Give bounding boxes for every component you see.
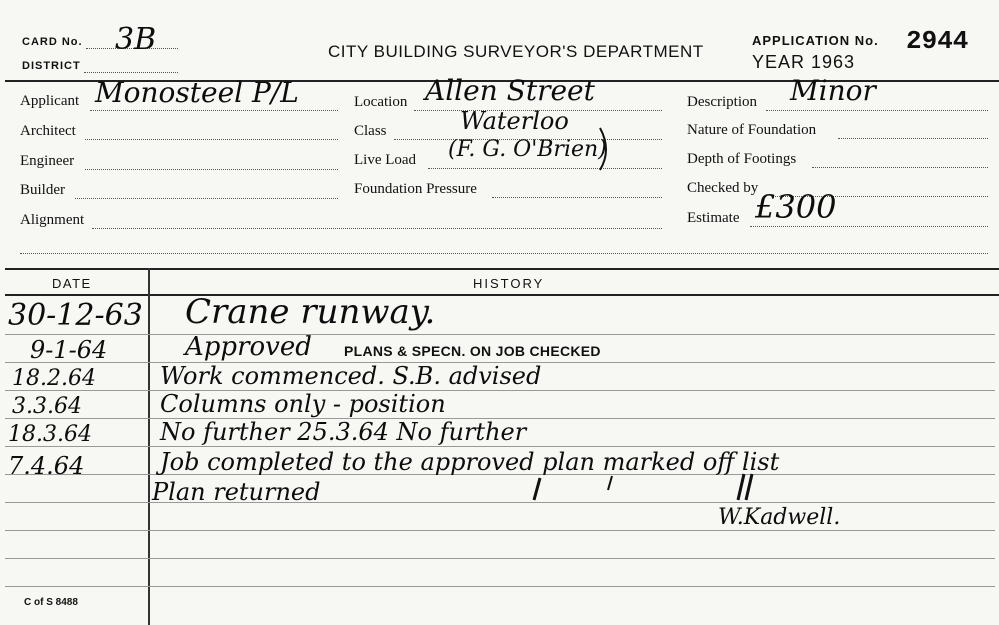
history-entry: Work commenced. S.B. advised (160, 362, 542, 390)
estimate-value: £300 (755, 188, 837, 226)
history-date: 18.2.64 (12, 366, 96, 391)
builder-label: Builder (20, 182, 65, 198)
history-entry: Crane runway. (185, 292, 436, 332)
department-title: CITY BUILDING SURVEYOR'S DEPARTMENT (328, 42, 704, 61)
application-number: 2944 (906, 26, 969, 56)
date-header: DATE (52, 276, 92, 291)
year-label: YEAR 1963 (752, 52, 856, 72)
applicant-value: Monosteel P/L (95, 76, 299, 109)
live-load-label: Live Load (354, 152, 417, 168)
applicant-label: Applicant (20, 93, 80, 109)
live-load-value: (F. G. O'Brien) (448, 137, 607, 162)
history-date: 7.4.64 (8, 452, 85, 480)
depth-of-footings-label: Depth of Footings (687, 151, 797, 167)
pen-stroke (534, 478, 540, 500)
history-date: 3.3.64 (12, 394, 82, 419)
foundation-pressure-label: Foundation Pressure (354, 181, 477, 197)
district-label: DISTRICT (22, 60, 81, 72)
description-value: Minor (790, 74, 876, 107)
history-entry: Job completed to the approved plan marked off list (160, 448, 780, 476)
history-entry: Columns only - position (160, 390, 446, 418)
alignment-label: Alignment (20, 212, 85, 228)
architect-label: Architect (20, 123, 76, 139)
history-date: 9-1-64 (30, 336, 108, 364)
card-no-value: 3B (115, 22, 157, 57)
history-entry: Plan returned (152, 478, 321, 506)
history-entry: No further 25.3.64 No further (160, 418, 527, 446)
estimate-label: Estimate (687, 210, 740, 226)
history-date: 18.3.64 (8, 422, 92, 447)
checked-by-label: Checked by (687, 180, 759, 196)
checked-stamp: PLANS & SPECN. ON JOB CHECKED (344, 343, 601, 359)
bracket-stroke (600, 128, 606, 170)
form-code: C of S 8488 (24, 597, 78, 608)
signature: W.Kadwell. (718, 505, 841, 530)
history-entry: Approved (185, 332, 312, 362)
class-label: Class (354, 123, 387, 139)
location-label: Location (354, 94, 408, 110)
application-label: APPLICATION No. (752, 33, 879, 48)
description-label: Description (687, 94, 757, 110)
class-value: Waterloo (460, 107, 569, 135)
pen-stroke (738, 474, 752, 500)
card-no-label: CARD No. (22, 36, 83, 48)
location-value: Allen Street (425, 74, 595, 107)
history-date: 30-12-63 (8, 298, 143, 333)
engineer-label: Engineer (20, 153, 75, 169)
history-header: HISTORY (473, 276, 545, 291)
pen-stroke (608, 476, 612, 490)
nature-of-foundation-label: Nature of Foundation (687, 122, 817, 138)
